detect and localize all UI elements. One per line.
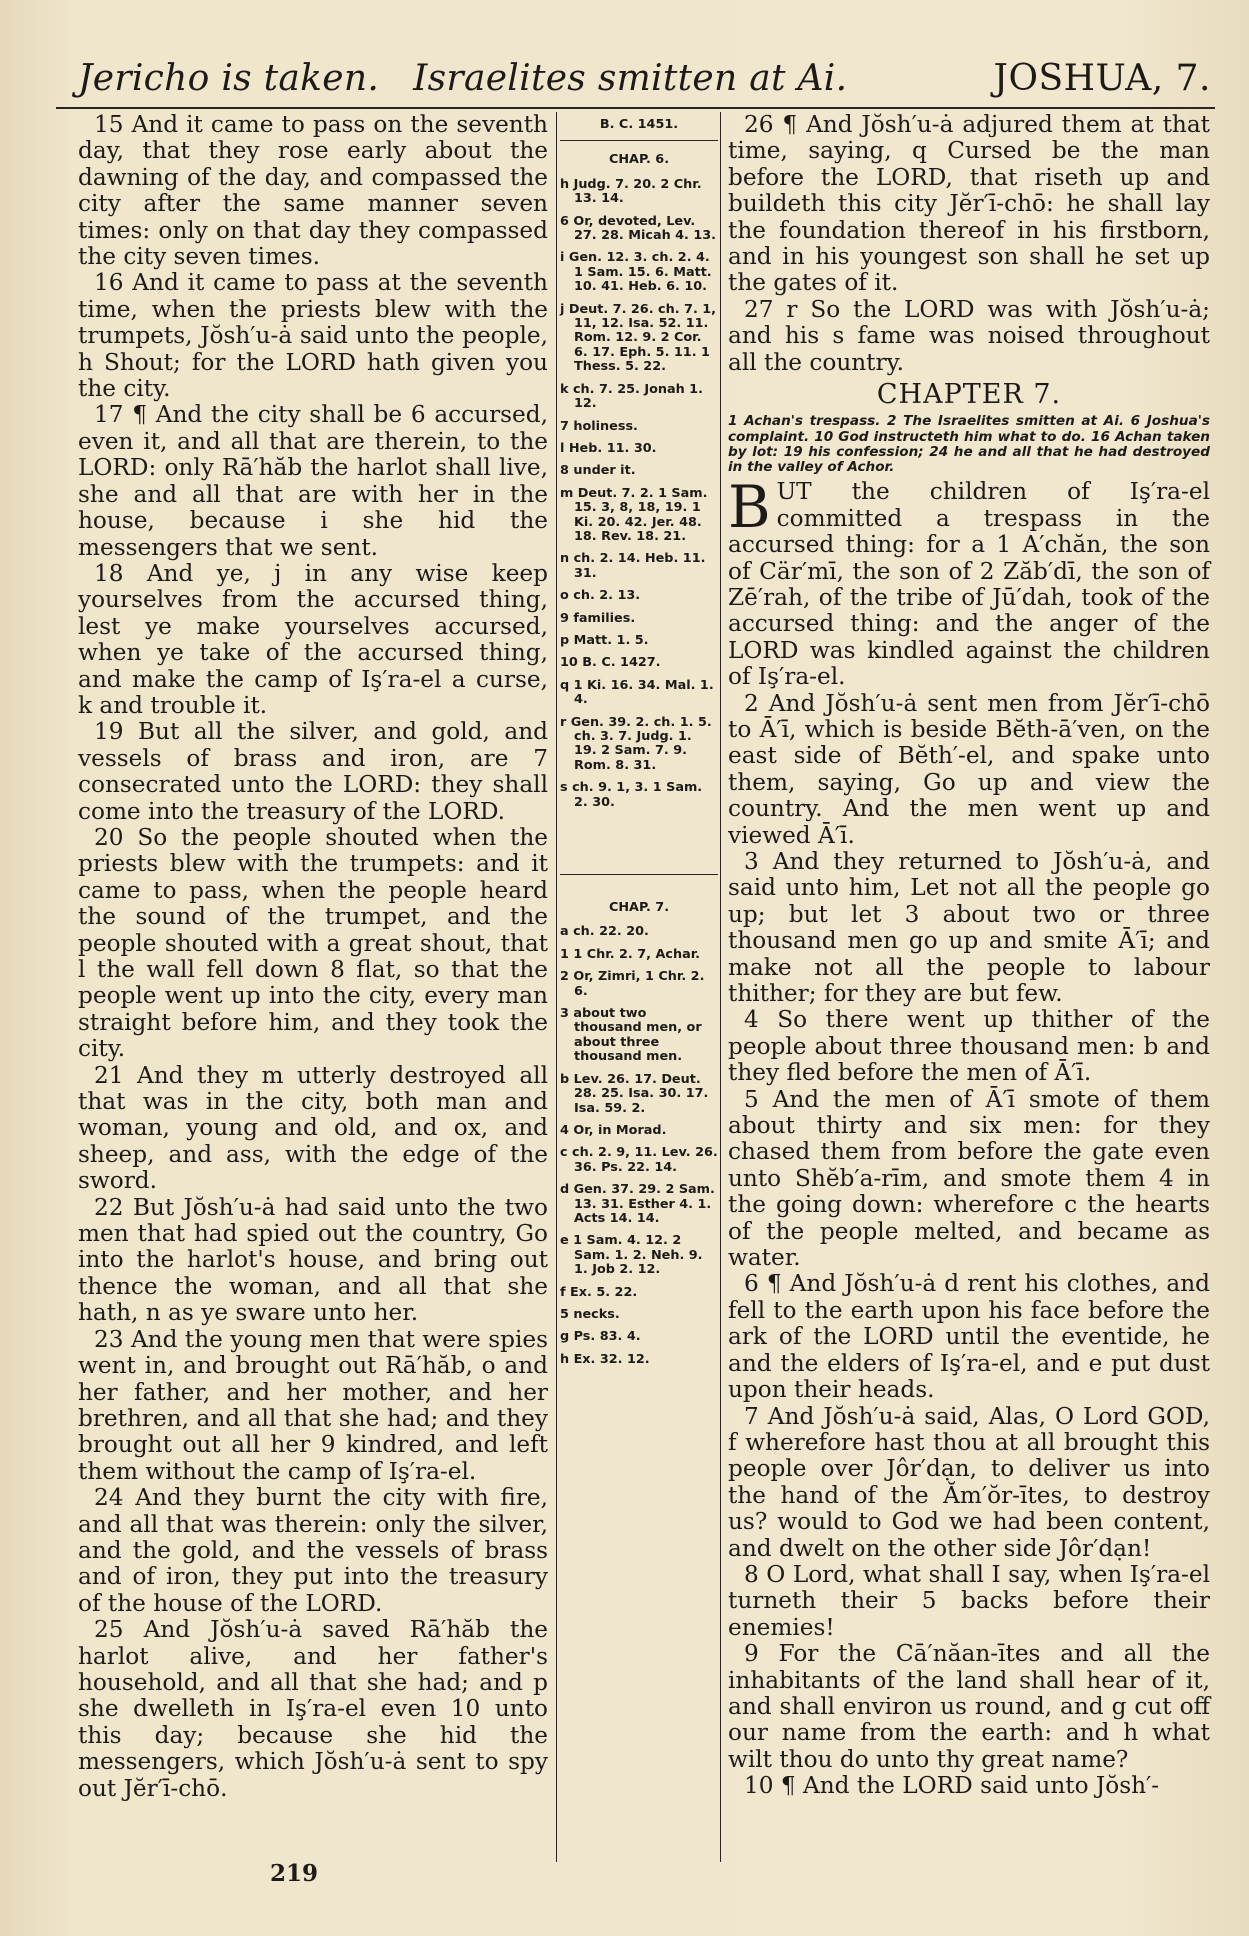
cross-reference: p Matt. 1. 5. bbox=[560, 632, 649, 648]
verse-6-27: 27 r So the LORD was with Jŏsh′u-ȧ; and his s fame was noised throughout all the country. bbox=[728, 295, 1210, 376]
verse-7-5: 5 And the men of Ā′ī smote of them about thirty and six men: for they chased them from before the gate even unto Shĕb′a-rīm, and smote them 4 in the going down: wherefore c the hearts of the people melted, and became as water. bbox=[728, 1085, 1210, 1272]
running-header-left-1: Jericho is taken. bbox=[78, 58, 380, 99]
cross-reference: c ch. 2. 9, 11. Lev. 26. 36. Ps. 22. 14. bbox=[560, 1145, 718, 1175]
verse-6-26: 26 ¶ And Jŏsh′u-ȧ adjured them at that time, saying, q Cursed be the man before the LORD, that riseth up and buildeth this city Jĕr′ī-chō: he shall lay the foundation thereof in his firstborn, and in his youngest son shall he set up the gates of it. bbox=[728, 111, 1210, 297]
cross-reference: i Gen. 12. 3. ch. 2. 4. 1 Sam. 15. 6. Matt. 10. 41. Heb. 6. 10. bbox=[560, 250, 712, 295]
cross-reference: k ch. 7. 25. Jonah 1. 12. bbox=[560, 381, 703, 412]
verse-7-6: 6 ¶ And Jŏsh′u-ȧ d rent his clothes, and fell to the earth upon his face before the ark of the LORD until the eventide, he and the elders of Iş′ra-el, and e put dust upon their heads. bbox=[728, 1270, 1210, 1404]
cross-reference: j Deut. 7. 26. ch. 7. 1, 11, 12. Isa. 52. 11. Rom. 12. 9. 2 Cor. 6. 17. Eph. 5. 11. 1 Thess. 5. 22. bbox=[560, 301, 717, 375]
column-divider-right bbox=[720, 112, 721, 1862]
chapter-summary: 1 Achan's trespass. 2 The Israelites smitten at Ai. 6 Joshua's complaint. 10 God instructeth him what to do. 16 Achan taken by lot: 19 his confession; 24 he and all that he had destroyed in the valley of Achor. bbox=[728, 413, 1210, 476]
verse-6-19: 19 But all the silver, and gold, and vessels of brass and iron, are 7 consecrated unto the LORD: they shall come into the treasury of the LORD. bbox=[78, 718, 548, 825]
running-header bbox=[78, 58, 847, 99]
ref-rule bbox=[560, 140, 718, 141]
cross-reference: o ch. 2. 13. bbox=[560, 588, 641, 604]
ref-rule bbox=[560, 874, 718, 875]
cross-reference: f Ex. 5. 22. bbox=[560, 1284, 638, 1300]
header-rule bbox=[56, 107, 1215, 109]
chapter-title: CHAPTER 7. bbox=[876, 379, 1062, 411]
cross-reference: 10 B. C. 1427. bbox=[560, 655, 661, 671]
ref-chapter-6-label: CHAP. 6. bbox=[608, 152, 670, 168]
right-text-column bbox=[728, 112, 1210, 1800]
verse-7-7: 7 And Jŏsh′u-ȧ said, Alas, O Lord GOD, f wherefore hast thou at all brought this people over Jôr′dạn, to deliver us into the hand of the Ăm′ŏr-ītes, to destroy us? would to God we had been content, and dwelt on the other side Jôr′dạn! bbox=[728, 1402, 1210, 1562]
verse-6-24: 24 And they burnt the city with fire, and all that was therein: only the silver, and the gold, and the vessels of brass and of iron, they put into the treasury of the house of the LORD. bbox=[78, 1484, 548, 1617]
verse-6-18: 18 And ye, j in any wise keep yourselves from the accursed thing, lest ye make yourselves accursed, when ye take of the accursed thing, and make the camp of Iş′ra-el a curse, k and trouble it. bbox=[78, 559, 548, 719]
verse-7-10: 10 ¶ And the LORD said unto Jŏsh′- bbox=[744, 1772, 1160, 1800]
cross-reference: g Ps. 83. 4. bbox=[560, 1329, 641, 1345]
cross-reference: d Gen. 37. 29. 2 Sam. 13. 31. Esther 4. 1. Acts 14. 14. bbox=[560, 1182, 715, 1226]
cross-reference: 3 about two thousand men, or about three thousand men. bbox=[560, 1006, 702, 1065]
page-number: 219 bbox=[270, 1860, 319, 1887]
cross-reference: q 1 Ki. 16. 34. Mal. 1. 4. bbox=[560, 677, 714, 708]
running-header-left-2: Israelites smitten at Ai. bbox=[413, 58, 848, 99]
column-divider-left bbox=[556, 112, 557, 1862]
cross-reference: 6 Or, devoted, Lev. 27. 28. Micah 4. 13. bbox=[560, 213, 717, 244]
cross-reference: e 1 Sam. 4. 12. 2 Sam. 1. 2. Neh. 9. 1. Job 2. 12. bbox=[560, 1233, 703, 1278]
cross-reference: 4 Or, in Morad. bbox=[560, 1122, 667, 1138]
verse-6-20: 20 So the people shouted when the priests blew with the trumpets: and it came to pass, when the people heard the sound of the trumpet, and the people shouted with a great shout, that l the wall fell down 8 flat, so that the people went up into the city, every man straight before him, and they took the city. bbox=[78, 823, 548, 1063]
verse-7-3: 3 And they returned to Jŏsh′u-ȧ, and said unto him, Let not all the people go up; but let 3 about two or three thousand men go up and smite Ā′ī; and make not all the people to labour thither; for they are but few. bbox=[728, 847, 1210, 1007]
verse-7-1 bbox=[728, 473, 1210, 691]
cross-reference-column bbox=[560, 112, 718, 1375]
cross-reference: 5 necks. bbox=[560, 1306, 620, 1322]
cross-reference: n ch. 2. 14. Heb. 11. 31. bbox=[560, 551, 706, 581]
cross-reference: m Deut. 7. 2. 1 Sam. 15. 3, 8, 18, 19. 1 Ki. 20. 42. Jer. 48. 18. Rev. 18. 21. bbox=[560, 485, 708, 544]
verse-6-22: 22 But Jŏsh′u-ȧ had said unto the two men that had spied out the country, Go into the harlot's house, and bring out thence the woman, and all that she hath, n as ye sware unto her. bbox=[78, 1193, 548, 1327]
verse-6-17: 17 ¶ And the city shall be 6 accursed, even it, and all that are therein, to the LORD: only Rā′hăb the harlot shall live, she and all that are with her in the house, because i she hid the messengers that we sent. bbox=[78, 401, 548, 561]
verse-7-1-text: UT the children of Iş′ra-el committed a trespass in the accursed thing: for a 1 A′chăn, the son of Cär′mī, the son of 2 Zăb′dī, the son of Zē′rah, of the tribe of Jū′dah, took of the accursed thing: and the anger of the LORD was kindled against the children of Iş′ra-el. bbox=[728, 478, 1210, 691]
cross-reference: l Heb. 11. 30. bbox=[560, 440, 657, 456]
cross-reference: 7 holiness. bbox=[560, 418, 638, 434]
verse-6-16: 16 And it came to pass at the seventh time, when the priests blew with the trumpets, Jŏsh′u-ȧ said unto the people, h Shout; for the LORD hath given you the city. bbox=[78, 269, 548, 403]
verse-6-15: 15 And it came to pass on the seventh day, that they rose early about the dawning of the day, and compassed the city after the same manner seven times: only on that day they compassed the city seven times. bbox=[78, 111, 548, 271]
cross-reference: r Gen. 39. 2. ch. 1. 5. ch. 3. 7. Judg. 1. 19. 2 Sam. 7. 9. Rom. 8. 31. bbox=[560, 714, 712, 773]
book-chapter-heading: JOSHUA, 7. bbox=[993, 58, 1211, 99]
cross-reference: 2 Or, Zimri, 1 Chr. 2. 6. bbox=[560, 969, 705, 999]
verse-7-4: 4 So there went up thither of the people about three thousand men: b and they fled before the men of Ā′ī. bbox=[728, 1006, 1210, 1087]
left-text-column bbox=[78, 112, 548, 1802]
cross-reference: 9 families. bbox=[560, 610, 636, 626]
cross-reference: b Lev. 26. 17. Deut. 28. 25. Isa. 30. 17. Isa. 59. 2. bbox=[560, 1071, 709, 1116]
verse-7-8: 8 O Lord, what shall I say, when Iş′ra-el turneth their 5 backs before their enemies! bbox=[728, 1560, 1210, 1641]
cross-reference: h Judg. 7. 20. 2 Chr. 13. 14. bbox=[560, 176, 702, 207]
verse-7-9: 9 For the Cā′năan-ītes and all the inhabitants of the land shall hear of it, and shall environ us round, and g cut off our name from the earth: and h what wilt thou do unto thy great name? bbox=[728, 1640, 1210, 1773]
verse-7-2: 2 And Jŏsh′u-ȧ sent men from Jĕr′ī-chō to Ā′ī, which is beside Bĕth-ā′ven, on the east side of Bĕth′-el, and spake unto them, saying, Go up and view the country. And the men went up and viewed Ā′ī. bbox=[728, 689, 1210, 849]
cross-reference: a ch. 22. 20. bbox=[560, 924, 649, 940]
year-marker: B. C. 1451. bbox=[599, 117, 679, 132]
ref-chapter-7-label: CHAP. 7. bbox=[608, 900, 670, 916]
verse-6-25: 25 And Jŏsh′u-ȧ saved Rā′hăb the harlot alive, and her father's household, and all that she had; and p she dwelleth in Iş′ra-el even 10 unto this day; because she hid the messengers, which Jŏsh′u-ȧ sent to spy out Jĕr′ī-chō. bbox=[78, 1616, 548, 1802]
cross-reference: 8 under it. bbox=[560, 463, 636, 479]
cross-reference: 1 1 Chr. 2. 7, Achar. bbox=[560, 946, 701, 962]
cross-reference: h Ex. 32. 12. bbox=[560, 1351, 650, 1367]
verse-6-21: 21 And they m utterly destroyed all that was in the city, both man and woman, young and old, and ox, and sheep, and ass, with the edge of the sword. bbox=[78, 1061, 548, 1195]
verse-6-23: 23 And the young men that were spies went in, and brought out Rā′hăb, o and her father, and her mother, and her brethren, and all that she had; and they brought out all her 9 kindred, and left them without the camp of Iş′ra-el. bbox=[78, 1325, 548, 1485]
drop-cap: B bbox=[728, 473, 771, 542]
cross-reference: s ch. 9. 1, 3. 1 Sam. 2. 30. bbox=[560, 780, 703, 810]
